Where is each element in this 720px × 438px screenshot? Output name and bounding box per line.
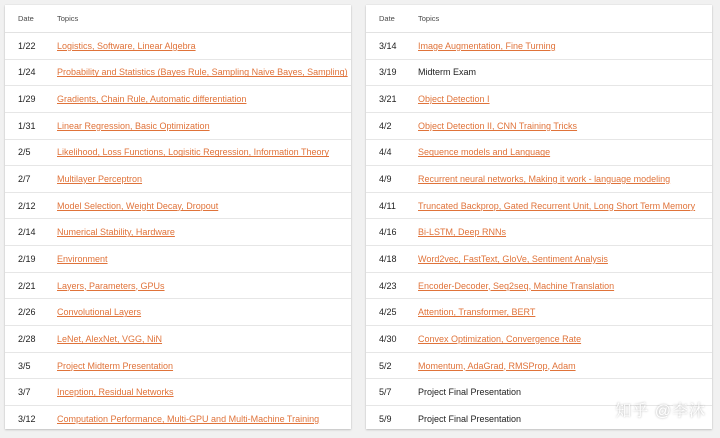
topic-cell: [44, 326, 351, 353]
table-row: [5, 112, 351, 139]
table-row: [5, 405, 351, 431]
topic-cell: [44, 352, 351, 379]
topic-cell: [44, 219, 351, 246]
topic-cell: [44, 112, 351, 139]
table-row: [366, 59, 712, 86]
table-row: [5, 299, 351, 326]
topic-link[interactable]: Probability and Statistics (Bayes Rule, Sampling Naive Bayes, Sampling): [57, 67, 348, 78]
topic-cell: [405, 352, 712, 379]
topic-link[interactable]: Linear Regression, Basic Optimization: [57, 120, 210, 131]
date-cell: 5/9: [379, 413, 392, 424]
schedule-table-right: [366, 5, 712, 432]
topic-cell: [44, 33, 351, 60]
table-row: [366, 219, 712, 246]
date-cell: 3/14: [366, 33, 405, 60]
topic-link[interactable]: Word2vec, FastText, GloVe, Sentiment Analysis: [418, 253, 608, 264]
date-cell: 2/5: [5, 139, 44, 166]
topic-cell: [405, 272, 712, 299]
topic-text: Project Final Presentation: [418, 387, 522, 398]
zhihu-watermark: 知乎 @李沐: [615, 403, 706, 420]
table-row: [5, 139, 351, 166]
date-cell: 2/26: [5, 299, 44, 326]
date-cell: 4/9: [366, 166, 405, 193]
table-row: [5, 166, 351, 193]
topic-cell: [44, 166, 351, 193]
date-cell: 4/16: [366, 219, 405, 246]
table-header-row: [366, 5, 712, 33]
topic-link[interactable]: Image Augmentation, Fine Turning: [418, 40, 556, 51]
date-cell: 4/18: [366, 246, 405, 273]
table-row: [366, 166, 712, 193]
topics-column-header: Topics: [405, 5, 712, 33]
table-row: [5, 219, 351, 246]
date-column-header: Date: [366, 5, 405, 33]
date-cell: 1/29: [5, 86, 44, 113]
table-row: [366, 86, 712, 113]
topic-cell: [405, 33, 712, 60]
date-cell: 3/21: [366, 86, 405, 113]
date-cell: 5/7: [366, 379, 405, 406]
table-row: [366, 192, 712, 219]
topics-column-header: Topics: [44, 5, 351, 33]
date-cell: 3/7: [5, 379, 44, 406]
topic-cell: [44, 192, 351, 219]
date-cell: 2/14: [5, 219, 44, 246]
schedule-card-right: [366, 5, 712, 429]
table-row: [5, 86, 351, 113]
table-row: [5, 246, 351, 273]
table-row: [366, 33, 712, 60]
topic-link[interactable]: Multilayer Perceptron: [57, 174, 143, 185]
topic-link[interactable]: Model Selection, Weight Decay, Dropout: [57, 200, 219, 211]
table-row: [366, 139, 712, 166]
date-cell: 4/4: [366, 139, 405, 166]
topic-cell: [405, 299, 712, 326]
topic-text: Midterm Exam: [418, 67, 477, 78]
table-row: [5, 33, 351, 60]
topic-link[interactable]: Computation Performance, Multi-GPU and Multi-Machine Training: [57, 413, 320, 424]
date-cell: 2/19: [5, 246, 44, 273]
topic-cell: [405, 326, 712, 353]
topic-cell: [44, 59, 351, 86]
date-cell: 1/22: [5, 33, 44, 60]
table-row: [366, 352, 712, 379]
topic-link[interactable]: Numerical Stability, Hardware: [57, 227, 175, 238]
table-row: [366, 112, 712, 139]
table-row: [366, 246, 712, 273]
schedule-card-left: [5, 5, 351, 429]
topic-cell: [44, 86, 351, 113]
topic-cell: [405, 59, 712, 86]
topic-link[interactable]: Project Midterm Presentation: [57, 360, 174, 371]
date-cell: 2/28: [5, 326, 44, 353]
date-cell: 2/21: [5, 272, 44, 299]
table-row: [5, 352, 351, 379]
topic-cell: [44, 405, 351, 431]
date-cell: 4/2: [366, 112, 405, 139]
date-cell: 3/12: [18, 413, 36, 424]
table-row: [366, 299, 712, 326]
topic-link[interactable]: Inception, Residual Networks: [57, 387, 174, 398]
topic-link[interactable]: Momentum, AdaGrad, RMSProp, Adam: [418, 360, 576, 371]
topic-link[interactable]: Environment: [57, 253, 108, 264]
topic-cell: [44, 246, 351, 273]
date-cell: 3/19: [366, 59, 405, 86]
topic-link[interactable]: Layers, Parameters, GPUs: [57, 280, 165, 291]
topic-cell: [44, 139, 351, 166]
table-row: [5, 59, 351, 86]
table-header-row: [5, 5, 351, 33]
topic-link[interactable]: Likelihood, Loss Functions, Logisitic Regression, Information Theory: [57, 147, 329, 158]
topic-cell: [405, 166, 712, 193]
topic-link[interactable]: Encoder-Decoder, Seq2seq, Machine Translation: [418, 280, 615, 291]
table-row: [366, 272, 712, 299]
topic-link[interactable]: Object Detection II, CNN Training Tricks: [418, 120, 578, 131]
topic-text: Project Final Presentation: [418, 413, 522, 424]
topic-cell: [44, 272, 351, 299]
topic-cell: [405, 112, 712, 139]
topic-link[interactable]: Sequence models and Language: [418, 147, 551, 158]
date-cell: 4/25: [366, 299, 405, 326]
table-row: [366, 326, 712, 353]
topic-link[interactable]: Recurrent neural networks, Making it work - language modeling: [418, 174, 671, 185]
topic-link[interactable]: LeNet, AlexNet, VGG, NiN: [57, 333, 163, 344]
table-row: [5, 192, 351, 219]
date-cell: 1/24: [5, 59, 44, 86]
date-cell: 2/12: [5, 192, 44, 219]
date-cell: 3/5: [5, 352, 44, 379]
date-cell: 2/7: [5, 166, 44, 193]
topic-link[interactable]: Object Detection I: [418, 94, 490, 105]
date-cell: 5/2: [366, 352, 405, 379]
topic-cell: [405, 86, 712, 113]
topic-cell: [44, 299, 351, 326]
topic-link[interactable]: Attention, Transformer, BERT: [418, 307, 536, 318]
topic-cell: [405, 246, 712, 273]
table-row: [5, 379, 351, 406]
topic-link[interactable]: Gradients, Chain Rule, Automatic differentiation: [57, 94, 247, 105]
topic-link[interactable]: Bi-LSTM, Deep RNNs: [418, 227, 507, 238]
table-row: [5, 272, 351, 299]
topic-link[interactable]: Convex Optimization, Convergence Rate: [418, 333, 582, 344]
table-row: [5, 326, 351, 353]
date-cell: 4/11: [366, 192, 405, 219]
date-column-header: Date: [5, 5, 44, 33]
schedule-table-left: [5, 5, 351, 432]
topic-link[interactable]: Logistics, Software, Linear Algebra: [57, 40, 196, 51]
topic-link[interactable]: Convolutional Layers: [57, 307, 142, 318]
topic-link[interactable]: Truncated Backprop, Gated Recurrent Unit, Long Short Term Memory: [418, 200, 696, 211]
date-cell: 4/23: [366, 272, 405, 299]
date-cell: 1/31: [5, 112, 44, 139]
topic-cell: [44, 379, 351, 406]
topic-cell: [405, 192, 712, 219]
topic-cell: [405, 219, 712, 246]
topic-cell: [405, 139, 712, 166]
date-cell: 4/30: [366, 326, 405, 353]
